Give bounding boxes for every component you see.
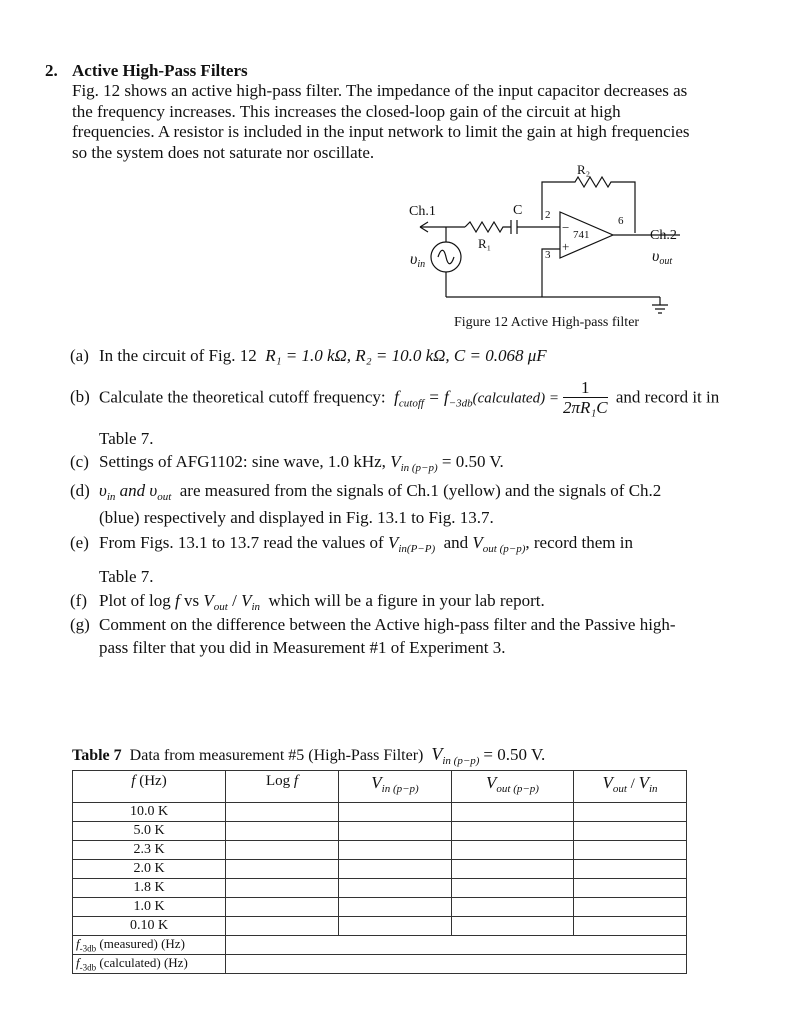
item-d: (d) $\upsilon_{in}$ and $\upsilon_{out}$ are measured from the signals of Ch.1 (yellow) and the signals of Ch.2 xyxy=(70,481,662,503)
ch2-label: Ch.2 xyxy=(650,228,677,243)
pin6-label: 6 xyxy=(618,215,624,227)
intro-line: the frequency increases. This increases the closed-loop gain of the circuit at high xyxy=(72,101,621,121)
header-ratio: $V_{out} / V_{in}$ xyxy=(574,771,687,803)
opamp-label: 741 xyxy=(573,229,590,241)
item-a: (a) In the circuit of Fig. 12 R₁ = 1.0 kΩ, R₂ = 10.0 kΩ, C = 0.068 μF xyxy=(70,346,547,365)
item-e: (e) From Figs. 13.1 to 13.7 read the values of $V_{in(P-P)}$ and $V_{out (p-p)}$, record them in xyxy=(70,533,633,555)
item-e-continuation: Table 7. xyxy=(99,567,154,586)
data-table xyxy=(72,770,687,974)
table-header-row xyxy=(73,771,687,803)
pin3-label: 3 xyxy=(545,249,551,261)
section-title: Active High-Pass Filters xyxy=(72,61,248,80)
section-number: 2. xyxy=(45,61,58,80)
figure-caption: Figure 12 Active High-pass filter xyxy=(454,315,640,330)
vout-label: υout xyxy=(652,248,673,267)
item-b: (b) Calculate the theoretical cutoff frequency: $f_{cutoff}$ = $f_{-3db}(calculated)$ = $\frac{1}{\text{2πR₁C}}$ and record it in xyxy=(70,378,720,417)
table-row: 2.0 K xyxy=(73,860,687,879)
ch1-label: Ch.1 xyxy=(409,204,436,219)
intro-line: frequencies. A resistor is included in the input network to limit the gain at high frequencies xyxy=(72,122,690,141)
circuit-diagram xyxy=(390,160,710,330)
vin-label: υin xyxy=(410,251,426,270)
table-row-f3db-measured: $f_{-3db}$ (measured) (Hz) xyxy=(73,936,687,955)
table-row: 2.3 K xyxy=(73,841,687,860)
intro-paragraph xyxy=(72,81,732,163)
item-f: (f) Plot of log f vs $V_{out} / V_{in}$ which will be a figure in your lab report. xyxy=(70,591,545,613)
table-row: 1.0 K xyxy=(73,898,687,917)
table-row: 1.8 K xyxy=(73,879,687,898)
plus-label: + xyxy=(562,239,570,254)
intro-line: Fig. 12 shows an active high-pass filter. The impedance of the input capacitor decreases as xyxy=(72,81,688,100)
table-row: 5.0 K xyxy=(73,822,687,841)
item-g-continuation: pass filter that you did in Measurement #1 of Experiment 3. xyxy=(99,638,506,657)
cutoff-fraction: $\frac{1}{\text{2πR₁C}}$ xyxy=(562,378,608,417)
table-caption: Table 7 Data from measurement #5 (High-Pass Filter) $V_{in (p-p)} = 0.50$ V. xyxy=(72,744,546,767)
section-heading xyxy=(45,61,248,81)
pin2-label: 2 xyxy=(545,209,551,221)
item-d-continuation: (blue) respectively and displayed in Fig. 13.1 to Fig. 13.7. xyxy=(99,508,494,527)
item-a-values: R₁ = 1.0 kΩ, R₂ = 10.0 kΩ, C = 0.068 μF xyxy=(265,346,547,365)
item-g: (g) Comment on the difference between the Active high-pass filter and the Passive high- xyxy=(70,615,676,634)
c-label: C xyxy=(513,203,523,218)
header-log-f: Log f xyxy=(226,771,339,803)
header-vin: $V_{in (p-p)}$ xyxy=(339,771,452,803)
intro-line: so the system does not saturate nor oscillate. xyxy=(72,142,375,162)
item-c: (c) Settings of AFG1102: sine wave, 1.0 kHz, $V_{in (p-p)} = 0.50$ V. xyxy=(70,452,504,474)
table-row-f3db-calculated: $f_{-3db}$ (calculated) (Hz) xyxy=(73,955,687,974)
table-row: 0.10 K xyxy=(73,917,687,936)
r2-label: R₂ xyxy=(577,162,591,177)
header-frequency: f (Hz) xyxy=(73,771,226,803)
item-b-continuation: Table 7. xyxy=(99,429,154,448)
table-row: 10.0 K xyxy=(73,803,687,822)
header-vout: $V_{out (p-p)}$ xyxy=(452,771,574,803)
r1-label: R₁ xyxy=(478,236,492,251)
minus-label: − xyxy=(562,220,570,235)
